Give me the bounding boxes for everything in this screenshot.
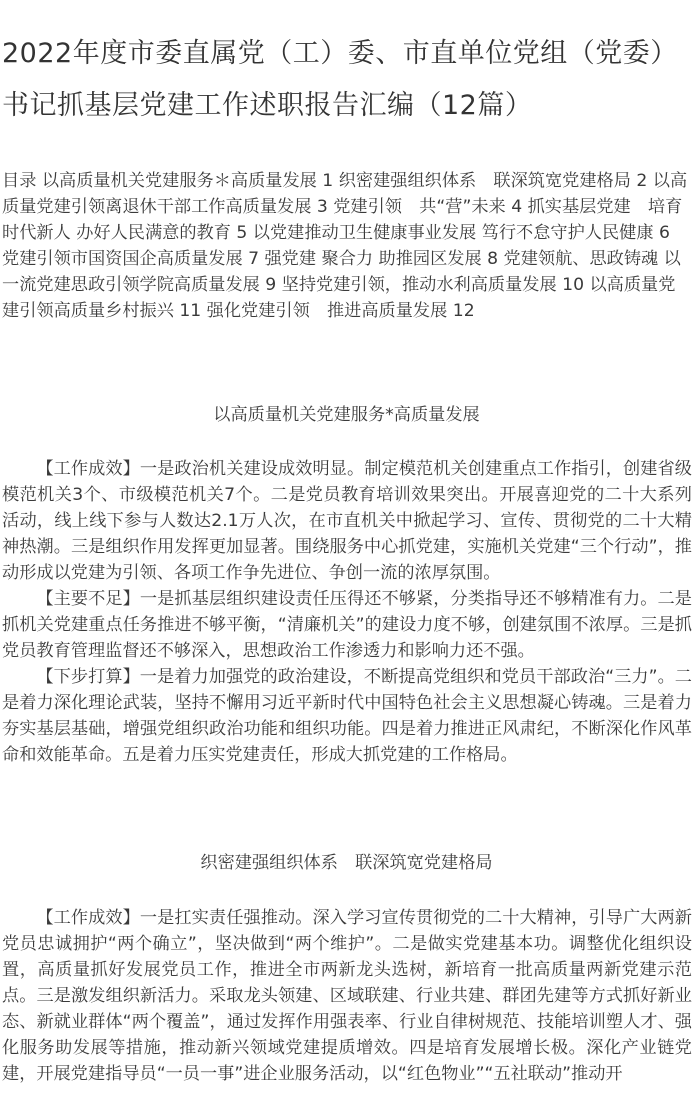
section-body-2 [2,905,692,1087]
paragraph-next-steps: 【下步打算】一是着力加强党的政治建设，不断提高党组织和党员干部政治“三力”。二是着力深化理论武装，坚持不懈用习近平新时代中国特色社会主义思想凝心铸魂。三是着力夯实基层基础，增强党组织政治功能和组织功能。四是着力推进正风肃纪，不断深化作风革命和效能革命。五是着力压实党建责任，形成大抓党建的工作格局。 [2,667,692,765]
section-heading-2: 织密建强组织体系 联深筑宽党建格局 [200,853,493,873]
section-body-1 [2,456,692,768]
paragraph-achievements: 【工作成效】一是政治机关建设成效明显。制定模范机关创建重点工作指引，创建省级模范机关3个、市级模范机关7个。二是党员教育培训效果突出。开展喜迎党的二十大系列活动，线上线下参与人数达2.1万人次，在市直机关中掀起学习、宣传、贯彻党的二十大精神热潮。三是组织作用发挥更加显著。围绕服务中心抓党建，实施机关党建“三个行动”，推动形成以党建为引领、各项工作争先进位、争创一流的浓厚氛围。 [2,459,692,583]
document-title: 2022年度市委直属党（工）委、市直单位党组（党委）书记抓基层党建工作述职报告汇编（12篇） [2,38,678,121]
section-heading-1: 以高质量机关党建服务*高质量发展 [213,405,480,425]
paragraph-shortcomings: 【主要不足】一是抓基层组织建设责任压得还不够紧，分类指导还不够精准有力。二是抓机关党建重点任务推进不够平衡，“清廉机关”的建设力度不够，创建氛围不浓厚。三是抓党员教育管理监督还不够深入，思想政治工作渗透力和影响力还不强。 [2,589,692,661]
paragraph-achievements-2: 【工作成效】一是扛实责任强推动。深入学习宣传贯彻党的二十大精神，引导广大两新党员忠诚拥护“两个确立”，坚决做到“两个维护”。二是做实党建基本功。调整优化组织设置，高质量抓好发展党员工作，推进全市两新龙头选树，新培育一批高质量两新党建示范点。三是激发组织新活力。采取龙头领建、区域联建、行业共建、群团先建等方式抓好新业态、新就业群体“两个覆盖”，通过发挥作用强表率、行业自律树规范、技能培训塑人才、强化服务助发展等措施，推动新兴领域党建提质增效。四是培育发展增长极。深化产业链党建，开展党建指导员“一员一事”进企业服务活动，以“红色物业”“五社联动”推动开 [2,908,692,1084]
table-of-contents: 目录 以高质量机关党建服务＊高质量发展 1 织密建强组织体系 联深筑宽党建格局 2 以高质量党建引领离退休干部工作高质量发展 3 党建引领 共“营”未来 4 抓实基层党建 培育时代新人 办好人民满意的教育 5 以党建推动卫生健康事业发展 笃行不怠守护人民健康 6 党建引领市国资国企高质量发展 7 强党建 聚合力 助推园区发展 8 党建领航、思政铸魂 以一流党建思政引领学院高质量发展 9 坚持党建引领，推动水利高质量发展 10 以高质量党建引领高质量乡村振兴 11 强化党建引领 推进高质量发展 12 [2,171,688,321]
